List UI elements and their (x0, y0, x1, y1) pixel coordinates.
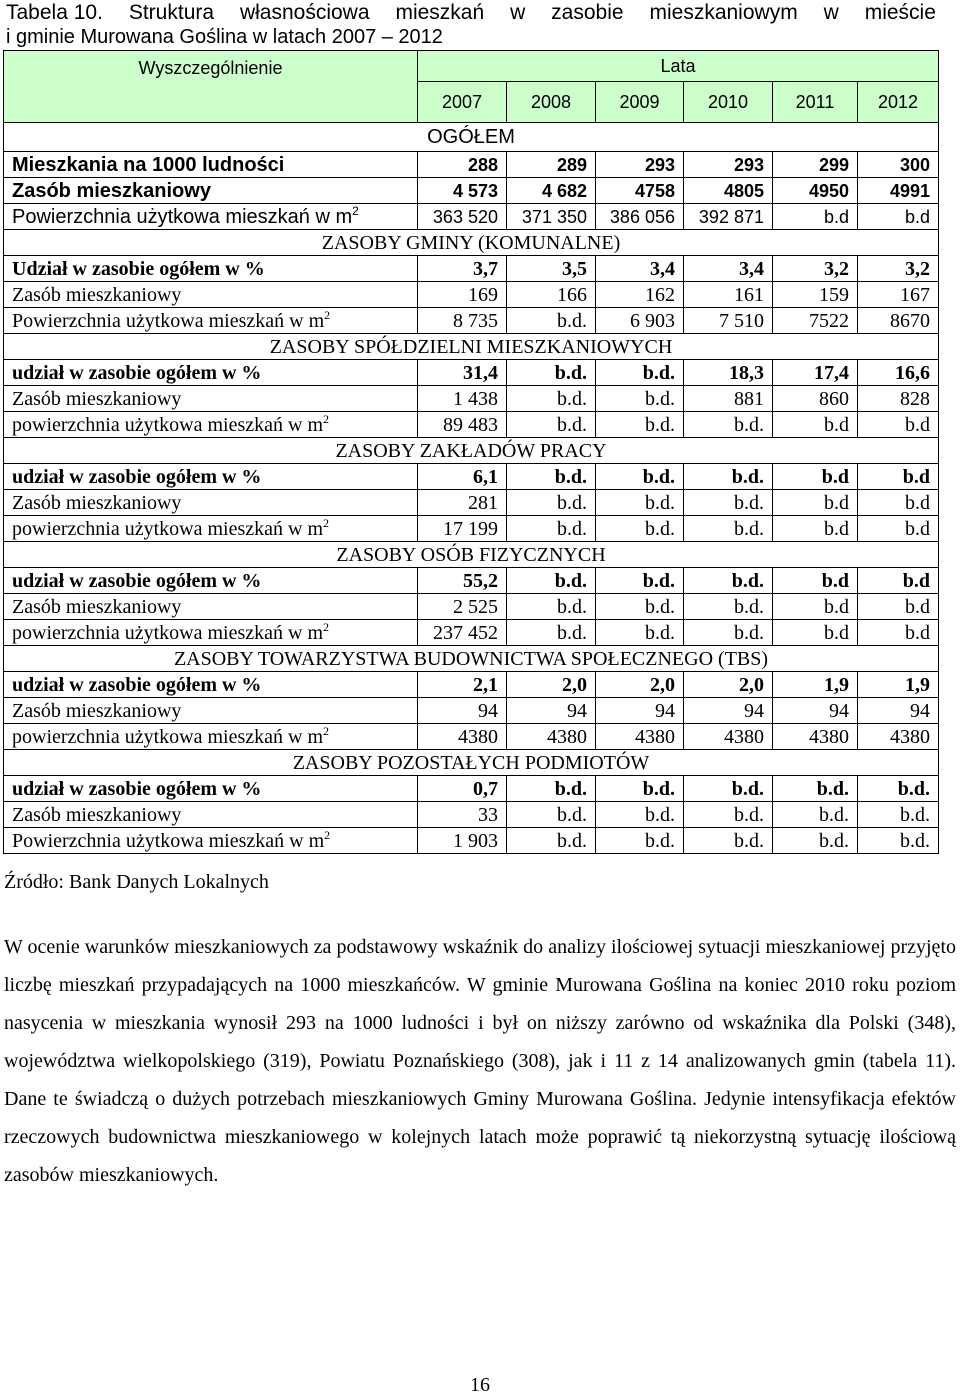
table-cell: 828 (858, 386, 939, 412)
table-cell: 2,1 (418, 672, 507, 698)
table-cell: b.d. (507, 464, 596, 490)
table-cell: b.d. (684, 464, 773, 490)
table-cell: 4 682 (507, 178, 596, 204)
row-label (4, 412, 418, 438)
row-label (4, 828, 418, 854)
section-title: ZASOBY POZOSTAŁYCH PODMIOTÓW (4, 750, 939, 776)
row-label-superscript: 2 (323, 723, 330, 738)
table-cell: b.d (773, 464, 858, 490)
table-cell: 386 056 (596, 204, 684, 230)
table-caption (6, 0, 936, 50)
body-paragraph: W ocenie warunków mieszkaniowych za podstawowy wskaźnik do analizy ilościowej sytuacji mieszkaniowej przyjęto liczbę mieszkań przypadających na 1000 mieszkańców. W gminie Murowana Goślina na koniec 2010 roku poziom nasycenia w mieszkania wynosił 293 na 1000 ludności i był on niższy zarówno od wskaźnika dla Polski (348), województwa wielkopolskiego (319), Powiatu Poznańskiego (308), jak i 11 z 14 analizowanych gmin (tabela 11). Dane te świadczą o dużych potrzebach mieszkaniowych Gminy Murowana Goślina. Jedynie intensyfikacja efektów rzeczowych budownictwa mieszkaniowego w kolejnych latach może poprawić tą niekorzystną sytuację ilościową zasobów mieszkaniowych. (4, 936, 956, 1186)
row-label (4, 620, 418, 646)
table-cell: 300 (858, 152, 939, 178)
table-cell: b.d. (773, 828, 858, 854)
table-cell: b.d. (507, 568, 596, 594)
table-cell: b.d (773, 516, 858, 542)
table-cell: 7 510 (684, 308, 773, 334)
table-cell: 0,7 (418, 776, 507, 802)
row-label-text: Udział w zasobie ogółem w % (12, 257, 265, 280)
table-row (4, 568, 939, 594)
header-year: 2009 (596, 82, 684, 123)
table-cell: b.d. (684, 490, 773, 516)
row-label (4, 490, 418, 516)
row-label-superscript: 2 (324, 307, 331, 322)
table-cell: 281 (418, 490, 507, 516)
table-cell: b.d. (684, 620, 773, 646)
section-row (4, 230, 939, 256)
row-label-text: Zasób mieszkaniowy (12, 491, 182, 514)
section-title: ZASOBY TOWARZYSTWA BUDOWNICTWA SPOŁECZNEGO (TBS) (4, 646, 939, 672)
table-cell: 4380 (684, 724, 773, 750)
table-cell: b.d (858, 464, 939, 490)
table-cell: 3,7 (418, 256, 507, 282)
section-title: ZASOBY ZAKŁADÓW PRACY (4, 438, 939, 464)
table-cell: b.d (858, 620, 939, 646)
section-title: ZASOBY OSÓB FIZYCZNYCH (4, 542, 939, 568)
table-cell: 289 (507, 152, 596, 178)
table-cell: b.d. (773, 776, 858, 802)
table-cell: 3,4 (596, 256, 684, 282)
table-cell: 161 (684, 282, 773, 308)
row-label (4, 464, 418, 490)
caption-word: zasobie (551, 1, 624, 24)
table-cell: b.d (858, 568, 939, 594)
row-label-text: udział w zasobie ogółem w % (12, 361, 262, 384)
section-row (4, 542, 939, 568)
table-cell: 4380 (507, 724, 596, 750)
table-cell: 7522 (773, 308, 858, 334)
row-label-text: Powierzchnia użytkowa mieszkań w m (12, 309, 325, 332)
row-label-text: powierzchnia użytkowa mieszkań w m (12, 725, 324, 748)
row-label-text: Zasób mieszkaniowy (12, 699, 182, 722)
table-cell: 162 (596, 282, 684, 308)
table-cell: 1,9 (773, 672, 858, 698)
table-row (4, 828, 939, 854)
table-cell: 94 (858, 698, 939, 724)
table-cell: 33 (418, 802, 507, 828)
table-cell: 8670 (858, 308, 939, 334)
table-cell: b.d (858, 516, 939, 542)
table-cell: 4380 (596, 724, 684, 750)
header-years-label: Lata (418, 51, 939, 82)
table-cell: 89 483 (418, 412, 507, 438)
row-label-text: udział w zasobie ogółem w % (12, 569, 262, 592)
section-row (4, 750, 939, 776)
caption-word: mieszkaniowym (649, 1, 798, 24)
table-cell: b.d. (684, 594, 773, 620)
source-note: Źródło: Bank Danych Lokalnych (4, 871, 269, 893)
table-cell: 860 (773, 386, 858, 412)
table-cell: b.d. (596, 594, 684, 620)
row-label-text: powierzchnia użytkowa mieszkań w m (12, 621, 324, 644)
table-cell: 237 452 (418, 620, 507, 646)
table-cell: b.d. (507, 594, 596, 620)
table-cell: b.d. (858, 776, 939, 802)
table-cell: b.d. (507, 490, 596, 516)
table-row (4, 776, 939, 802)
table-row (4, 308, 939, 334)
table-cell: 159 (773, 282, 858, 308)
row-label-text: Zasób mieszkaniowy (12, 283, 182, 306)
table-cell: 2,0 (507, 672, 596, 698)
table-cell: b.d. (773, 802, 858, 828)
section-row (4, 123, 939, 152)
table-row (4, 360, 939, 386)
row-label (4, 594, 418, 620)
row-label-superscript: 2 (323, 411, 330, 426)
table-cell: 94 (507, 698, 596, 724)
table-cell: 2 525 (418, 594, 507, 620)
table-cell: 1 438 (418, 386, 507, 412)
row-label (4, 776, 418, 802)
table-cell: 4758 (596, 178, 684, 204)
row-label (4, 178, 418, 204)
table-cell: 94 (773, 698, 858, 724)
caption-word: w (510, 1, 526, 24)
table-cell: b.d. (507, 360, 596, 386)
caption-line-2: i gminie Murowana Goślina w latach 2007 – 2012 (6, 26, 443, 48)
table-row (4, 152, 939, 178)
table-cell: b.d. (507, 620, 596, 646)
section-row (4, 334, 939, 360)
row-label-text: udział w zasobie ogółem w % (12, 465, 262, 488)
row-label (4, 568, 418, 594)
table-row (4, 386, 939, 412)
row-label-text: Zasób mieszkaniowy (12, 595, 182, 618)
table-cell: 3,5 (507, 256, 596, 282)
table-cell: b.d. (858, 802, 939, 828)
table-cell: b.d. (507, 828, 596, 854)
caption-word: mieście (864, 1, 936, 24)
table-cell: 4950 (773, 178, 858, 204)
table-cell: 288 (418, 152, 507, 178)
table-cell: b.d (773, 204, 858, 230)
row-label-text: Mieszkania na 1000 ludności (12, 153, 285, 176)
table-cell: 293 (596, 152, 684, 178)
header-row-1 (4, 51, 939, 82)
table-cell: 3,4 (684, 256, 773, 282)
row-label (4, 516, 418, 542)
table-cell: 881 (684, 386, 773, 412)
row-label (4, 204, 418, 230)
table-row (4, 672, 939, 698)
table-cell: b.d. (507, 776, 596, 802)
header-year: 2008 (507, 82, 596, 123)
table-cell: 169 (418, 282, 507, 308)
row-label-superscript: 2 (323, 619, 330, 634)
table-cell: 371 350 (507, 204, 596, 230)
table-cell: 16,6 (858, 360, 939, 386)
table-cell: b.d (858, 204, 939, 230)
row-label (4, 152, 418, 178)
section-title: ZASOBY GMINY (KOMUNALNE) (4, 230, 939, 256)
row-label-text: udział w zasobie ogółem w % (12, 673, 262, 696)
table-cell: b.d. (507, 308, 596, 334)
section-title: OGÓŁEM (4, 123, 939, 152)
caption-word: w (823, 1, 839, 24)
caption-word: Struktura (128, 1, 215, 24)
section-row (4, 438, 939, 464)
row-label (4, 360, 418, 386)
table-row (4, 256, 939, 282)
table-cell: 3,2 (858, 256, 939, 282)
table-cell: b.d. (858, 828, 939, 854)
row-label (4, 724, 418, 750)
row-label (4, 308, 418, 334)
table-cell: 2,0 (684, 672, 773, 698)
table-cell: 6 903 (596, 308, 684, 334)
table-cell: b.d (858, 594, 939, 620)
table-cell: b.d. (596, 516, 684, 542)
row-label-text: Powierzchnia użytkowa mieszkań w m (12, 205, 353, 228)
section-row (4, 646, 939, 672)
table-cell: b.d. (596, 490, 684, 516)
table-cell: b.d (773, 490, 858, 516)
table-row (4, 516, 939, 542)
table-cell: b.d. (596, 464, 684, 490)
table-cell: b.d. (596, 776, 684, 802)
table-row (4, 490, 939, 516)
table-cell: 299 (773, 152, 858, 178)
table-cell: 3,2 (773, 256, 858, 282)
table-cell: 4991 (858, 178, 939, 204)
table-cell: 1,9 (858, 672, 939, 698)
table-cell: 94 (684, 698, 773, 724)
housing-structure-table (3, 50, 939, 854)
table-cell: 4380 (418, 724, 507, 750)
table-row (4, 412, 939, 438)
table-cell: 4380 (858, 724, 939, 750)
header-label: Wyszczególnienie (4, 51, 418, 123)
caption-line-1 (6, 0, 936, 25)
table-cell: b.d. (596, 386, 684, 412)
table-cell: 8 735 (418, 308, 507, 334)
page-number: 16 (470, 1374, 490, 1396)
row-label (4, 386, 418, 412)
table-cell: b.d (773, 594, 858, 620)
table-cell: b.d. (684, 412, 773, 438)
header-year: 2011 (773, 82, 858, 123)
table-row (4, 698, 939, 724)
table-cell: b.d. (684, 568, 773, 594)
table-cell: b.d. (596, 620, 684, 646)
section-title: ZASOBY SPÓŁDZIELNI MIESZKANIOWYCH (4, 334, 939, 360)
row-label-text: udział w zasobie ogółem w % (12, 777, 262, 800)
table-cell: 18,3 (684, 360, 773, 386)
table-cell: b.d. (684, 516, 773, 542)
table-row (4, 178, 939, 204)
table-body (4, 51, 939, 854)
table-cell: 4 573 (418, 178, 507, 204)
table-cell: b.d. (684, 776, 773, 802)
table-cell: b.d (773, 412, 858, 438)
row-label (4, 672, 418, 698)
row-label-text: Zasób mieszkaniowy (12, 387, 182, 410)
header-year: 2012 (858, 82, 939, 123)
table-cell: b.d. (507, 386, 596, 412)
table-cell: b.d (858, 412, 939, 438)
row-label-text: Zasób mieszkaniowy (12, 803, 182, 826)
table-cell: 94 (418, 698, 507, 724)
table-cell: b.d. (596, 828, 684, 854)
table-cell: 17,4 (773, 360, 858, 386)
table-cell: 4805 (684, 178, 773, 204)
table-cell: 166 (507, 282, 596, 308)
row-label-superscript: 2 (352, 203, 359, 218)
table-cell: b.d. (596, 360, 684, 386)
table-cell: b.d. (596, 802, 684, 828)
table-cell: 55,2 (418, 568, 507, 594)
table-row (4, 594, 939, 620)
table-cell: b.d. (507, 516, 596, 542)
table-row (4, 282, 939, 308)
table-cell: 4380 (773, 724, 858, 750)
table-cell: b.d (773, 568, 858, 594)
row-label (4, 802, 418, 828)
table-cell: b.d. (596, 568, 684, 594)
caption-label: Tabela 10. (6, 1, 103, 24)
table-cell: b.d. (684, 802, 773, 828)
table-cell: 392 871 (684, 204, 773, 230)
caption-word: własnościowa (239, 1, 370, 24)
row-label-text: Zasób mieszkaniowy (12, 179, 211, 202)
row-label-text: powierzchnia użytkowa mieszkań w m (12, 413, 324, 436)
header-year: 2007 (418, 82, 507, 123)
table-cell: 94 (596, 698, 684, 724)
table-cell: 31,4 (418, 360, 507, 386)
table-cell: b.d. (684, 828, 773, 854)
table-cell: b.d. (596, 412, 684, 438)
table-cell: 363 520 (418, 204, 507, 230)
table-row (4, 204, 939, 230)
row-label (4, 256, 418, 282)
caption-word: mieszkań (395, 1, 485, 24)
table-cell: b.d (773, 620, 858, 646)
row-label-text: Powierzchnia użytkowa mieszkań w m (12, 829, 325, 852)
table-cell: 6,1 (418, 464, 507, 490)
table-cell: b.d. (507, 802, 596, 828)
table-row (4, 620, 939, 646)
row-label-superscript: 2 (324, 827, 331, 842)
table-row (4, 802, 939, 828)
table-cell: 2,0 (596, 672, 684, 698)
header-year: 2010 (684, 82, 773, 123)
table-cell: b.d (858, 490, 939, 516)
table-row (4, 464, 939, 490)
table-cell: 17 199 (418, 516, 507, 542)
row-label (4, 698, 418, 724)
row-label-superscript: 2 (323, 515, 330, 530)
table-cell: 293 (684, 152, 773, 178)
table-cell: b.d. (507, 412, 596, 438)
row-label (4, 282, 418, 308)
table-row (4, 724, 939, 750)
table-cell: 167 (858, 282, 939, 308)
table-cell: 1 903 (418, 828, 507, 854)
row-label-text: powierzchnia użytkowa mieszkań w m (12, 517, 324, 540)
